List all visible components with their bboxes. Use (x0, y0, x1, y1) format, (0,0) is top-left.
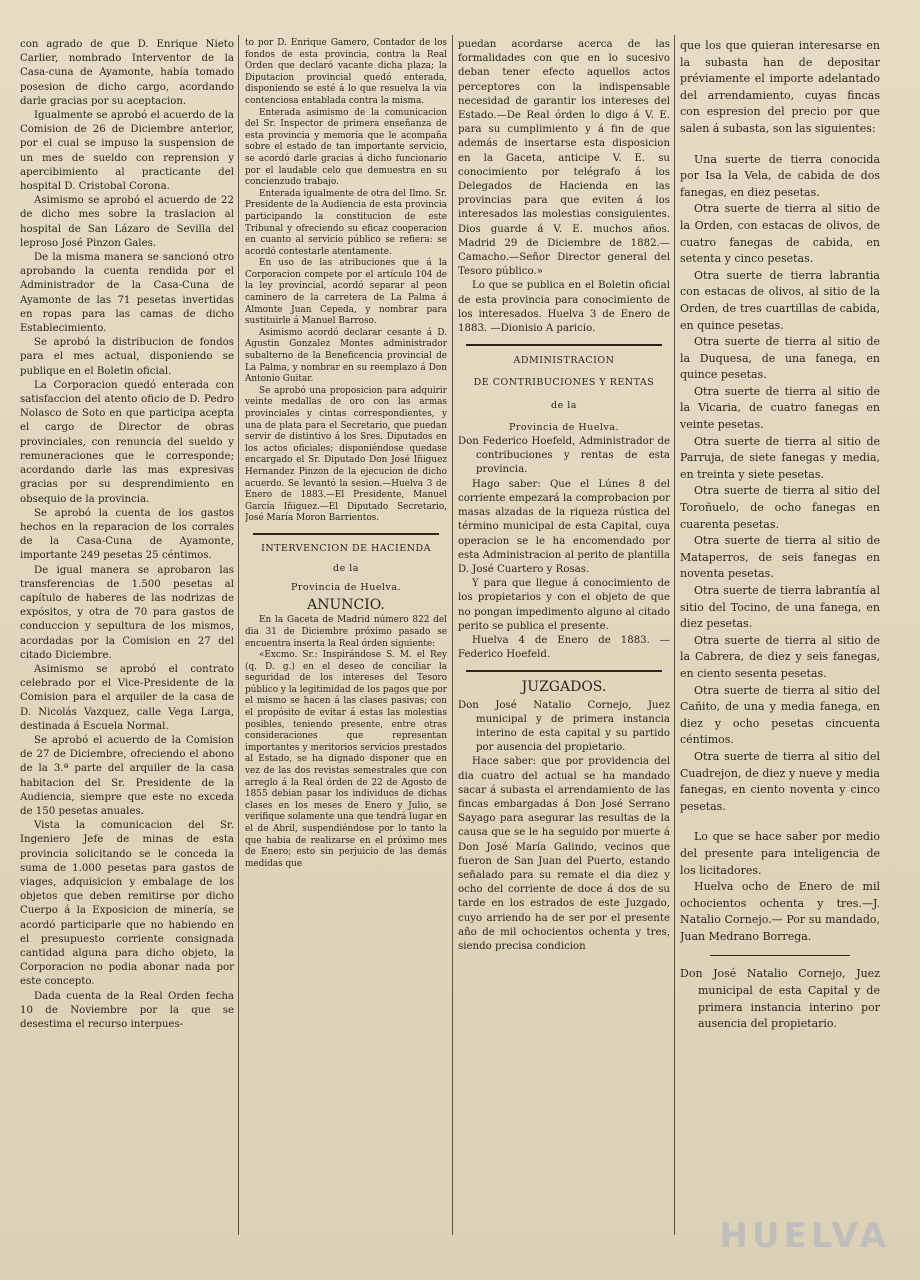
paragraph: Enterada igualmente de otra del Ilmo. Sr. Presidente de la Audiencia de esta provincia participando la constitucion de este Tribunal y ofreciendo su eficaz cooperacion en cuanto al servicio público se refiera: se acordó contestarle atentamente. (245, 188, 447, 257)
paragraph: Y para que llegue á conocimiento de los propietarios y con el objeto de que no pongan impedimento alguno al citado perito se publica el presente. (458, 578, 670, 632)
paragraph: to por D. Enrique Gamero, Contador de los fondos de esta provincia, contra la Real Orden que declaró vacante dicha plaza; la Diputacion provincial quedó enterada, disponiendo se esté á lo que resuelva la via contenciosa entablada contra la misma. (245, 38, 447, 106)
paragraph: De igual manera se aprobaron las transferencias de 1.500 pesetas al capítulo de haberes de las nodrizas de expósitos, y otra de 70 para gastos de conduccion y sepultura de los mismos, acordadas por la Comision en 27 del citado Diciembre. (20, 564, 234, 661)
paragraph: «Excmo. Sr.: Inspirándose S. M. el Rey (q. D. g.) en el deseo de conciliar la seguridad de los intereses del Tesoro público y la legitimidad de los pagos que por el mismo se hacen á las clases pasivas; con el propósito de evitar á estas las molestias posibles, teniendo presente, entre otras consideraciones que representan importantes y meritorios servicios prestados al Estado, se ha dignado disponer que en vez de las dos revistas semestrales que con arreglo á la Real órden de 22 de Agosto de 1855 debian pasar los individuos de dichas clases en los meses de Enero y Julio, se verifique solamente una que tendrá lugar en el de Abril, suspendiéndose por lo tanto la que habia de realizarse en el próximo mes de Enero; esto sin perjuicio de las demás medidas que (245, 650, 447, 869)
column-4 (680, 38, 880, 1273)
paragraph: En uso de las atribuciones que á la Corporacion compete por el artículo 104 de la ley provincial, acordó separar al peon caminero de la carretera de La Palma á Almonte Juan Cepeda, y nombrar para sustituirle á Manuel Barroso. (245, 258, 447, 327)
paragraph: Se aprobó una proposicion para adquirir veinte medallas de oro con las armas provinciales y cintas correspondientes, y una de plata para el Secretario, que puedan servir de distintivo á los Sres. Diputados en los actos oficiales; disponiéndose quedase encargado el Sr. Diputado Don José Iñiguez Hernandez Pinzon de la ejecucion de dicho acuerdo. Se levantó la sesion.—Huelva 3 de Enero de 1883.—El Presidente, Manuel García Iñiguez.—El Diputado Secretario, José María Moron Barrientos. (245, 385, 447, 524)
paragraph: Hago saber: Que el Lúnes 8 del corriente empezará la comprobacion por masas alzadas de la riqueza rústica del término municipal de esta Capital, cuya operacion se le ha encomendado por esta Administracion al perito de plantilla D. José Cuartero y Rosas. (458, 478, 670, 575)
paragraph: Asimismo se aprobó el acuerdo de 22 de dicho mes sobre la traslacion al hospital de San Lázaro de Sevilla del leproso José Pinzon Gales. (20, 195, 234, 249)
section-separator (466, 344, 662, 346)
column-rule (238, 35, 239, 1235)
paragraph: Hace saber: que por providencia del dia cuatro del actual se ha mandado sacar á subasta el arrendamiento de las fincas embargadas á Don José Serrano Sayago para asegurar las resultas de la causa que se le ha seguido por muerte á Don José María Galindo, vecinos que fueron de San Juan del Puerto, estando señalado para su remate el dia diez y ocho del corriente de doce á dos de su tarde en los estrados de este Juzgado, cuyo arriendo ha de ser por el presente año de mil ochocientos ochenta y tres, siendo precisa condicion (458, 756, 670, 952)
announcement-title: ANUNCIO. (307, 596, 385, 613)
column-3 (458, 38, 670, 1273)
paragraph: Otra suerte de tierra al sitio de la Vicaria, de cuatro fanegas en veinte pesetas. (680, 384, 880, 432)
paragraph: De la misma manera se sancionó otro aprobando la cuenta rendida por el Administrador de la Casa-Cuna de Ayamonte de las 71 pesetas invertidas en ropas para las camas de dicho Establecimiento. (20, 252, 234, 335)
paragraph: con agrado de que D. Enrique Nieto Carlier, nombrado Interventor de la Casa-cuna de Ayamonte, había tomado posesion de dicho cargo, acordando darle gracias por su aceptacion. (20, 39, 234, 107)
paragraph: Asimismo se aprobó el contrato celebrado por el Vice-Presidente de la Comision para el arquiler de la casa de D. Nicolás Vazquez, calle Vega Larga, destinada á Escuela Normal. (20, 663, 234, 732)
section-subheading: de la (333, 562, 359, 574)
column-rule (674, 35, 675, 1235)
paragraph: Don Federico Hoefeld, Administrador de contribuciones y rentas de esta provincia. (458, 436, 670, 476)
column-2 (245, 38, 447, 1273)
paragraph: Huelva ocho de Enero de mil ochocientos ochenta y tres.—J. Natalio Cornejo.— Por su mandado, Juan Medrano Borrega. (680, 880, 880, 943)
paragraph: Otra suerte de tierra al sitio del Toroñuelo, de ocho fanegas en cuarenta pesetas. (680, 484, 880, 531)
paragraph: Lo que se publica en el Boletin oficial de esta provincia para conocimiento de los interesados. Huelva 3 de Enero de 1883. —Dionisio A paricio. (458, 280, 670, 335)
paragraph: Otra suerte de tierra al sitio de la Duquesa, de una fanega, en quince pesetas. (680, 335, 880, 382)
paragraph: Otra suerte de tierra al sitio de Parruja, de siete fanegas y media, en treinta y siete pesetas. (680, 434, 880, 481)
section-subheading: DE CONTRIBUCIONES Y RENTAS (473, 377, 655, 389)
section-separator (710, 955, 850, 956)
watermark-logo: HUELVA (719, 1216, 890, 1256)
paragraph: Lo que se hace saber por medio del presente para inteligencia de los licitadores. (680, 830, 880, 877)
paragraph: Otra suerte de tierra al sitio de la Orden, con estacas de olivos, de cuatro fanegas de cabida, en setenta y cinco pesetas. (680, 202, 880, 266)
paragraph: Otra suerte de tierra al sitio de la Cabrera, de diez y seis fanegas, en ciento sesenta pesetas. (680, 633, 880, 680)
paragraph: Se aprobó la distribucion de fondos para el mes actual, disponiendo se publique en el Boletin oficial. (20, 337, 234, 377)
paragraph: Otra suerte de tierra al sitio de Mataperros, de seis fanegas en noventa pesetas. (680, 534, 880, 581)
section-heading: JUZGADOS. (521, 679, 607, 696)
paragraph: Otra suerte de tierra al sitio del Cañito, de una y media fanega, en diez y ocho pesetas cincuenta céntimos. (680, 683, 880, 747)
paragraph: Una suerte de tierra conocida por Isa la Vela, de cabida de dos fanegas, en diez pesetas. (680, 152, 880, 199)
paragraph: Igualmente se aprobó el acuerdo de la Comision de 26 de Diciembre anterior, por el cual se impuso la suspension de un mes de sueldo con reprension y apercibimiento al practicante del hospital D. Cristobal Corona. (20, 110, 234, 193)
section-subheading: Provincia de Huelva. (508, 421, 620, 433)
section-subheading: Provincia de Huelva. (290, 582, 402, 594)
paragraph: En la Gaceta de Madrid número 822 del dia 31 de Diciembre próximo pasado se encuentra inserta la Real órden siguiente: (245, 615, 447, 649)
paragraph: Otra suerte de tierra labrantía al sitio del Tocino, de una fanega, en diez pesetas. (680, 584, 880, 631)
paragraph: Vista la comunicacion del Sr. Ingeniero Jefe de minas de esta provincia solicitando se le conceda la suma de 1.000 pesetas para gastos de viages, adquisicion y embalage de los objetos que deben remitirse por dicho Cuerpo á la Exposicion de minería, se acordó participarle que no habiendo en el presupuesto corriente consignada cantidad alguna para dicho objeto, la Corporacion no podia abonar nada por este concepto. (20, 820, 234, 988)
paragraph: puedan acordarse acerca de las formalidades con que en lo sucesivo deban tener efecto aquellos actos perceptores con la indispensable necesidad de garantir los intereses del Estado.—De Real órden lo digo á V. E. para su cumplimiento y á fin de que además de insertarse esta disposicion en la Gaceta, anticipe V. E. su conocimiento por telégrafo á los Delegados de Hacienda en las provincias para que eviten á los interesados las molestias consiguientes. Dios guarde á V. E. muchos años. Madrid 29 de Diciembre de 1882.—Camacho.—Señor Director general del Tesoro público.» (458, 39, 670, 278)
paragraph: Huelva 4 de Enero de 1883. —Federico Hoefeld. (458, 634, 670, 661)
section-heading: ADMINISTRACION (513, 355, 615, 367)
section-heading: INTERVENCION DE HACIENDA (261, 542, 431, 554)
paragraph: que los que quieran interesarse en la subasta han de depositar préviamente el importe adelantado del arrendamiento, cuyas fincas con espresion del precio por que salen á subasta, son las siguientes: (680, 39, 880, 135)
spacer (680, 138, 880, 152)
spacer (680, 815, 880, 829)
paragraph: Se aprobó la cuenta de los gastos hechos en la reparacion de los corrales de la Casa-Cuna de Ayamonte, importante 249 pesetas 25 céntimos. (20, 507, 234, 562)
paragraph: Se aprobó el acuerdo de la Comision de 27 de Diciembre, ofreciendo el abono de la 3.ª parte del arquiler de la casa habitacion del Sr. Presidente de la Audiencia, siempre que este no exceda de 150 pesetas anuales. (20, 734, 234, 817)
paragraph: Otra suerte de tierra labrantia con estacas de olivos, al sitio de la Orden, de tres cuartillas de cabida, en quince pesetas. (680, 268, 880, 332)
paragraph: Don José Natalio Cornejo, Juez municipal y de primera instancia interino de esta capital y su partido por ausencia del propietario. (458, 699, 670, 754)
section-subheading: de la (551, 399, 577, 411)
column-rule (452, 35, 453, 1235)
paragraph: La Corporacion quedó enterada con satisfaccion del atento oficio de D. Pedro Nolasco de Soto en que participa acepta el cargo de Director de obras provinciales, con renuncia del sueldo y remuneraciones que le corresponde; acordando darle las mas expresivas gracias por su desprendimiento en obsequio de la provincia. (20, 379, 234, 505)
paragraph: Don José Natalio Cornejo, Juez municipal de esta Capital y de primera instancia interino por ausencia del propietario. (680, 967, 880, 1031)
section-separator (466, 670, 662, 672)
paragraph: Dada cuenta de la Real Orden fecha 10 de Noviembre por la que se desestima el recurso interpues- (20, 990, 234, 1031)
column-1 (20, 38, 234, 1273)
paragraph: Otra suerte de tierra al sitio del Cuadrejon, de diez y nueve y media fanegas, en ciento noventa y cinco pesetas. (680, 749, 880, 813)
section-separator (253, 533, 439, 535)
paragraph: Asimismo acordó declarar cesante á D. Agustin Gonzalez Montes administrador subalterno de la Beneficencia provincial de La Palma, y nombrar en su reemplazo á Don Antonio Guitar. (245, 327, 447, 385)
paragraph: Enterada asimismo de la comunicacion del Sr. Inspector de primera enseñanza de esta provincia y memoria que le acompaña sobre el estado de tan importante servicio, se acordó darle gracias á dicho funcionario por el laudable celo que demuestra en su concienzudo trabajo. (245, 107, 447, 188)
